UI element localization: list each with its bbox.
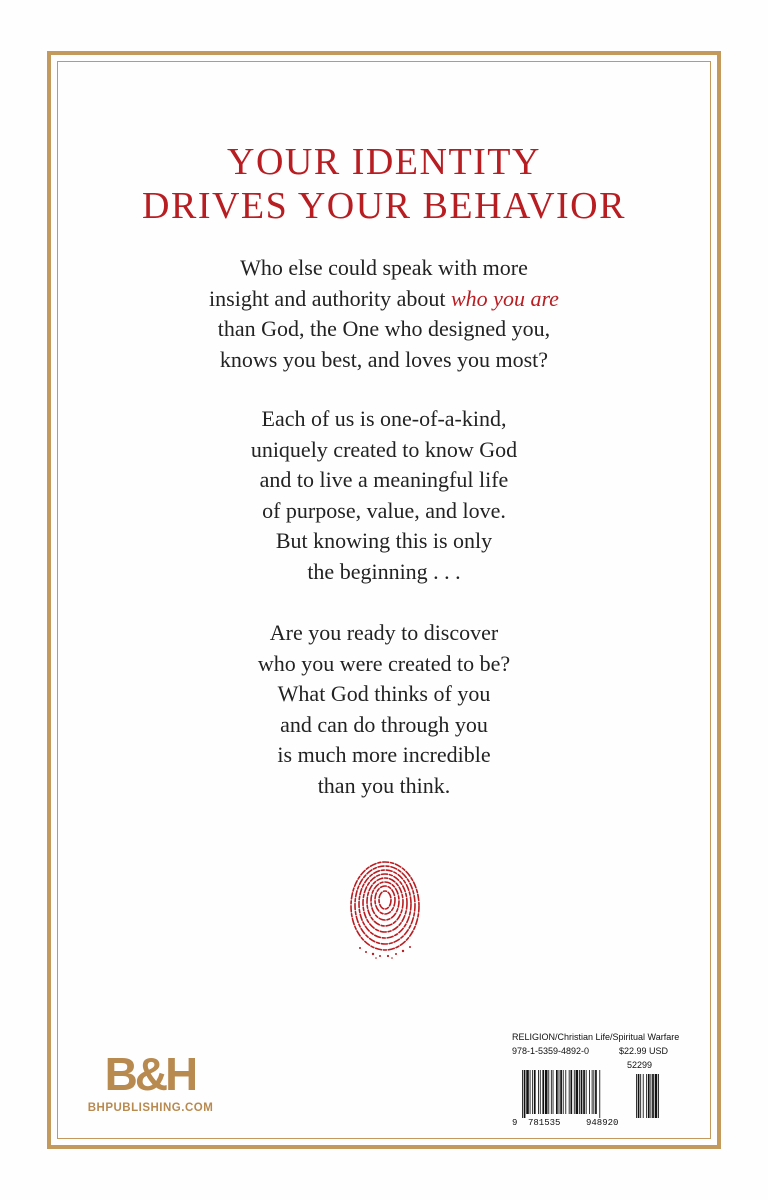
barcode-price-code: 52299 (626, 1060, 652, 1070)
emphasis-who-you-are: who you are (451, 285, 559, 311)
barcode-digits-group-2: 948920 (586, 1118, 619, 1128)
barcode-block (512, 1032, 682, 1132)
logo-mark-text: B&H (105, 1048, 195, 1096)
paragraph-2-line: the beginning . . . (307, 558, 461, 584)
paragraph-1-line-3: than God, the One who designed you, (217, 316, 551, 341)
paragraph-3-line: Are you ready to discover (269, 620, 499, 645)
barcode-category: RELIGION/Christian Life/Spiritual Warfare (512, 1032, 680, 1042)
paragraph-2-line: uniquely created to know God (250, 436, 518, 462)
paragraph-1-line-4: knows you best, and loves you most? (219, 346, 549, 372)
headline-line-2: DRIVES YOUR BEHAVIOR (142, 185, 626, 227)
barcode-icon (512, 1070, 682, 1118)
headline-line-1: YOUR IDENTITY (227, 141, 541, 183)
paragraph-2-line: Each of us is one-of-a-kind, (261, 406, 507, 431)
paragraph-3-line: and can do through you (280, 711, 488, 737)
barcode-price: $22.99 USD (618, 1046, 668, 1056)
headline (0, 140, 768, 228)
paragraph-1-line-2 (0, 284, 768, 315)
paragraph-3 (0, 618, 768, 801)
paragraph-3-line: who you were created to be? (257, 650, 511, 676)
publisher-url: BHPUBLISHING.COM (87, 1102, 214, 1114)
paragraph-2 (0, 404, 768, 587)
paragraph-2-line: But knowing this is only (275, 528, 493, 553)
paragraph-1 (0, 253, 768, 375)
paragraph-1-line-2-text: insight and authority about (209, 285, 451, 311)
paragraph-2-line: of purpose, value, and love. (262, 497, 506, 523)
paragraph-3-line: than you think. (317, 772, 451, 798)
barcode-isbn: 978-1-5359-4892-0 (512, 1046, 590, 1056)
fingerprint-icon (340, 848, 430, 960)
publisher-logo (78, 1048, 228, 1120)
barcode-digits-group-1: 781535 (528, 1118, 561, 1128)
paragraph-3-line: What God thinks of you (277, 681, 491, 706)
paragraph-1-line-1: Who else could speak with more (240, 255, 528, 280)
bh-logo (105, 1048, 195, 1096)
barcode-digit-lead: 9 (512, 1118, 518, 1128)
paragraph-3-line: is much more incredible (277, 742, 491, 767)
paragraph-2-line: and to live a meaningful life (259, 467, 509, 492)
